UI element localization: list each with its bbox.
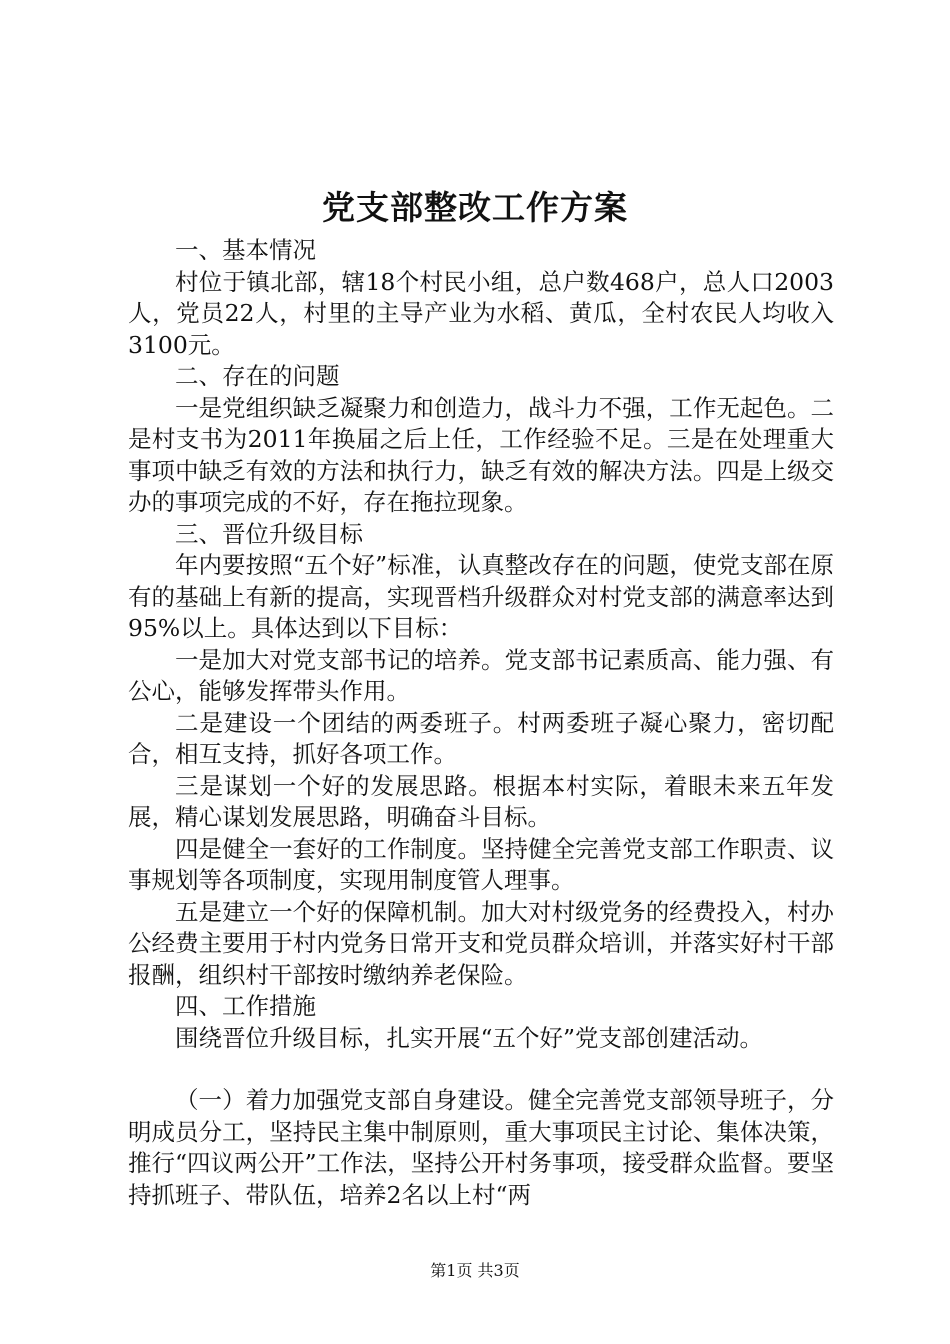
paragraph-goals-intro: 年内要按照“五个好”标准，认真整改存在的问题，使党支部在原有的基础上有新的提高，实现晋档升级群众对村党支部的满意率达到95%以上。具体达到以下目标： (128, 551, 834, 642)
paragraph-goal-5: 五是建立一个好的保障机制。加大对村级党务的经费投入，村办公经费主要用于村内党务日常开支和党员群众培训，并落实好村干部报酬，组织村干部按时缴纳养老保险。 (128, 897, 834, 989)
section-heading-problems: 二、存在的问题 (175, 362, 340, 390)
paragraph-basic-info: 村位于镇北部，辖18个村民小组，总户数468户，总人口2003人，党员22人，村里的主导产业为水稻、黄瓜，全村农民人均收入3100元。 (128, 267, 834, 359)
section-heading-measures: 四、工作措施 (175, 992, 316, 1020)
paragraph-goal-2: 二是建设一个团结的两委班子。村两委班子凝心聚力，密切配合，相互支持，抓好各项工作。 (128, 708, 834, 768)
paragraph-measures-intro: 围绕晋位升级目标，扎实开展“五个好”党支部创建活动。 (175, 1023, 764, 1052)
document-body (128, 235, 834, 1211)
paragraph-problems: 一是党组织缺乏凝聚力和创造力，战斗力不强，工作无起色。二是村支书为2011年换届之后上任，工作经验不足。三是在处理重大事项中缺乏有效的方法和执行力，缺乏有效的解决方法。四是上级交办的事项完成的不好，存在拖拉现象。 (128, 393, 834, 516)
paragraph-measure-1: （一）着力加强党支部自身建设。健全完善党支部领导班子，分明成员分工，坚持民主集中制原则，重大事项民主讨论、集体决策，推行“四议两公开”工作法，坚持公开村务事项，接受群众监督。要坚持抓班子、带队伍，培养2名以上村“两 (128, 1086, 834, 1209)
document-title: 党支部整改工作方案 (322, 188, 628, 227)
paragraph-goal-4: 四是健全一套好的工作制度。坚持健全完善党支部工作职责、议事规划等各项制度，实现用制度管人理事。 (128, 834, 834, 894)
section-heading-goals: 三、晋位升级目标 (175, 519, 363, 548)
paragraph-goal-3: 三是谋划一个好的发展思路。根据本村实际，着眼未来五年发展，精心谋划发展思路，明确奋斗目标。 (128, 771, 834, 831)
page-footer: 第1页 共3页 (430, 1261, 520, 1280)
paragraph-goal-1: 一是加大对党支部书记的培养。党支部书记素质高、能力强、有公心，能够发挥带头作用。 (128, 645, 834, 705)
section-heading-basic-info: 一、基本情况 (175, 236, 316, 264)
